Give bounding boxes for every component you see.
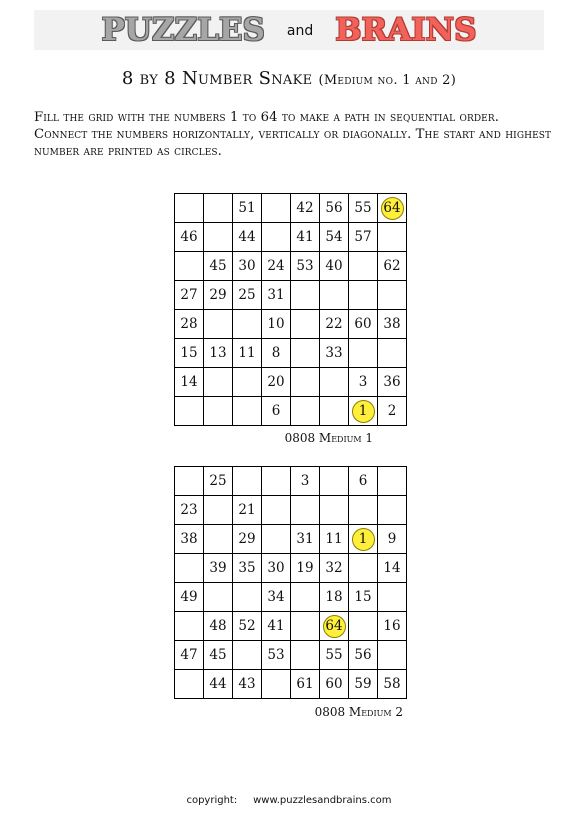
logo-brains-text: BRAINS: [335, 12, 477, 48]
grid-cell[interactable]: [175, 310, 204, 339]
cell-number: 32: [325, 560, 343, 576]
puzzle-grid-1: [174, 193, 407, 426]
cell-number: 14: [383, 560, 401, 576]
grid-cell[interactable]: [378, 496, 407, 525]
grid-cell[interactable]: [262, 281, 291, 310]
cell-number: 28: [180, 316, 198, 332]
grid-cell[interactable]: [320, 194, 349, 223]
grid-cell[interactable]: [291, 641, 320, 670]
grid-cell[interactable]: [291, 397, 320, 426]
grid-cell[interactable]: [320, 641, 349, 670]
cell-number: 15: [354, 589, 372, 605]
cell-number: 2: [387, 403, 397, 419]
grid-cell[interactable]: [378, 281, 407, 310]
cell-number: 16: [383, 618, 401, 634]
circled-number: 64: [323, 615, 346, 638]
grid-cell[interactable]: [291, 583, 320, 612]
grid-cell[interactable]: [175, 467, 204, 496]
grid-cell[interactable]: [320, 583, 349, 612]
grid-cell[interactable]: [204, 525, 233, 554]
grid-cell[interactable]: [349, 339, 378, 368]
grid-cell[interactable]: [349, 223, 378, 252]
cell-number: 52: [238, 618, 256, 634]
cell-number: 35: [238, 560, 256, 576]
cell-number: 44: [209, 676, 227, 692]
cell-number: 8: [271, 345, 281, 361]
grid-cell[interactable]: [204, 310, 233, 339]
cell-number: 55: [354, 200, 372, 216]
grid-cell[interactable]: [175, 194, 204, 223]
grid-cell[interactable]: [349, 310, 378, 339]
grid-cell[interactable]: [349, 194, 378, 223]
grid-cell[interactable]: [175, 397, 204, 426]
grid-cell[interactable]: [204, 368, 233, 397]
grid-cell[interactable]: [204, 467, 233, 496]
cell-number: 39: [209, 560, 227, 576]
grid-cell[interactable]: [320, 223, 349, 252]
grid-cell[interactable]: [233, 339, 262, 368]
grid-cell[interactable]: [291, 310, 320, 339]
cell-number: 31: [267, 287, 285, 303]
grid-cell[interactable]: [378, 368, 407, 397]
cell-number: 11: [325, 531, 343, 547]
cell-number: 55: [325, 647, 343, 663]
grid-cell[interactable]: [175, 525, 204, 554]
grid-cell[interactable]: [233, 310, 262, 339]
grid-cell[interactable]: [349, 397, 378, 426]
grid-cell[interactable]: [262, 368, 291, 397]
cell-number: 41: [296, 229, 314, 245]
grid-cell[interactable]: [175, 641, 204, 670]
grid-cell[interactable]: [320, 339, 349, 368]
logo-and-text: and: [286, 23, 314, 39]
grid-cell[interactable]: [378, 252, 407, 281]
grid-cell[interactable]: [378, 612, 407, 641]
grid-cell[interactable]: [204, 641, 233, 670]
cell-number: 40: [325, 258, 343, 274]
grid-cell[interactable]: [233, 281, 262, 310]
cell-number: 29: [209, 287, 227, 303]
grid-cell[interactable]: [262, 641, 291, 670]
grid-cell[interactable]: [233, 670, 262, 699]
cell-number: 46: [180, 229, 198, 245]
logo: [0, 12, 578, 52]
cell-number: 38: [383, 316, 401, 332]
cell-number: 53: [267, 647, 285, 663]
cell-number: 60: [325, 676, 343, 692]
cell-number: 62: [383, 258, 401, 274]
grid-cell[interactable]: [378, 310, 407, 339]
grid-cell[interactable]: [349, 525, 378, 554]
grid-cell[interactable]: [378, 583, 407, 612]
cell-number: 22: [325, 316, 343, 332]
grid-cell[interactable]: [233, 583, 262, 612]
cell-number: 41: [267, 618, 285, 634]
page-title: [0, 68, 578, 89]
cell-number: 42: [296, 200, 314, 216]
grid-cell[interactable]: [291, 252, 320, 281]
circled-number: 1: [352, 528, 375, 551]
grid-cell[interactable]: [175, 496, 204, 525]
cell-number: 61: [296, 676, 314, 692]
cell-number: 30: [238, 258, 256, 274]
grid-cell[interactable]: [233, 252, 262, 281]
cell-number: 10: [267, 316, 285, 332]
circled-number: 1: [352, 400, 375, 423]
grid-cell[interactable]: [320, 281, 349, 310]
cell-number: 45: [209, 647, 227, 663]
grid-cell[interactable]: [320, 310, 349, 339]
instructions: Fill the grid with the numbers 1 to 64 to make a path in sequential order. Connect the numbers horizontally, vertically or diagonally. The start and highest number are printed as circles.: [34, 110, 552, 159]
grid-cell[interactable]: [175, 670, 204, 699]
cell-number: 58: [383, 676, 401, 692]
cell-number: 54: [325, 229, 343, 245]
grid-cell[interactable]: [262, 583, 291, 612]
cell-number: 23: [180, 502, 198, 518]
cell-number: 13: [209, 345, 227, 361]
grid-cell[interactable]: [291, 368, 320, 397]
grid-cell[interactable]: [175, 583, 204, 612]
grid-cell[interactable]: [262, 310, 291, 339]
cell-number: 48: [209, 618, 227, 634]
cell-number: 11: [238, 345, 256, 361]
grid-cell[interactable]: [233, 223, 262, 252]
grid-cell[interactable]: [262, 612, 291, 641]
grid-cell[interactable]: [320, 670, 349, 699]
cell-number: 44: [238, 229, 256, 245]
cell-number: 6: [358, 473, 368, 489]
cell-number: 33: [325, 345, 343, 361]
grid-cell[interactable]: [204, 670, 233, 699]
grid-cell[interactable]: [291, 194, 320, 223]
cell-number: 34: [267, 589, 285, 605]
grid-cell[interactable]: [233, 641, 262, 670]
cell-number: 47: [180, 647, 198, 663]
grid-cell[interactable]: [175, 281, 204, 310]
grid-cell[interactable]: [320, 496, 349, 525]
grid-cell[interactable]: [262, 525, 291, 554]
grid-cell[interactable]: [262, 252, 291, 281]
grid-cell[interactable]: [349, 368, 378, 397]
grid-cell[interactable]: [175, 339, 204, 368]
grid-cell[interactable]: [204, 281, 233, 310]
grid-cell[interactable]: [378, 339, 407, 368]
grid-cell[interactable]: [262, 223, 291, 252]
grid-cell[interactable]: [262, 670, 291, 699]
grid-cell[interactable]: [204, 496, 233, 525]
copyright-label: copyright:: [186, 795, 238, 806]
cell-number: 18: [325, 589, 343, 605]
logo-puzzles-text: PUZZLES: [101, 12, 265, 48]
grid-cell[interactable]: [378, 525, 407, 554]
grid-cell[interactable]: [378, 223, 407, 252]
grid-cell[interactable]: [175, 252, 204, 281]
grid-cell[interactable]: [349, 583, 378, 612]
cell-number: 3: [358, 374, 368, 390]
grid-cell[interactable]: [233, 397, 262, 426]
cell-number: 20: [267, 374, 285, 390]
puzzle-caption-1: 0808 Medium 1: [284, 431, 373, 445]
cell-number: 15: [180, 345, 198, 361]
grid-cell[interactable]: [233, 612, 262, 641]
grid-cell[interactable]: [175, 554, 204, 583]
grid-cell[interactable]: [233, 368, 262, 397]
website-link[interactable]: www.puzzlesandbrains.com: [253, 795, 392, 806]
grid-cell[interactable]: [320, 467, 349, 496]
grid-cell[interactable]: [291, 670, 320, 699]
grid-cell[interactable]: [349, 496, 378, 525]
grid-cell[interactable]: [378, 554, 407, 583]
cell-number: 19: [296, 560, 314, 576]
cell-number: 57: [354, 229, 372, 245]
grid-cell[interactable]: [262, 339, 291, 368]
cell-number: 56: [325, 200, 343, 216]
grid-cell[interactable]: [320, 525, 349, 554]
cell-number: 36: [383, 374, 401, 390]
cell-number: 27: [180, 287, 198, 303]
grid-cell[interactable]: [233, 554, 262, 583]
grid-cell[interactable]: [349, 670, 378, 699]
grid-cell[interactable]: [320, 612, 349, 641]
cell-number: 24: [267, 258, 285, 274]
grid-cell[interactable]: [320, 397, 349, 426]
cell-number: 14: [180, 374, 198, 390]
grid-cell[interactable]: [349, 467, 378, 496]
cell-number: 43: [238, 676, 256, 692]
grid-cell[interactable]: [262, 467, 291, 496]
cell-number: 21: [238, 502, 256, 518]
cell-number: 25: [209, 473, 227, 489]
grid-cell[interactable]: [204, 397, 233, 426]
grid-cell[interactable]: [378, 397, 407, 426]
grid-cell[interactable]: [320, 368, 349, 397]
cell-number: 38: [180, 531, 198, 547]
cell-number: 45: [209, 258, 227, 274]
grid-cell[interactable]: [291, 525, 320, 554]
grid-cell[interactable]: [262, 397, 291, 426]
page-title-sub: (Medium no. 1 and 2): [318, 73, 457, 88]
cell-number: 3: [300, 473, 310, 489]
cell-number: 25: [238, 287, 256, 303]
page-title-main: 8 by 8 Number Snake: [121, 68, 313, 89]
cell-number: 49: [180, 589, 198, 605]
grid-cell[interactable]: [233, 496, 262, 525]
grid-cell[interactable]: [349, 252, 378, 281]
grid-cell[interactable]: [204, 583, 233, 612]
cell-number: 60: [354, 316, 372, 332]
puzzle-grid-2: [174, 466, 407, 699]
cell-number: 6: [271, 403, 281, 419]
grid-cell[interactable]: [204, 612, 233, 641]
grid-cell[interactable]: [291, 467, 320, 496]
grid-cell[interactable]: [262, 496, 291, 525]
grid-cell[interactable]: [320, 252, 349, 281]
grid-cell[interactable]: [349, 641, 378, 670]
grid-cell[interactable]: [233, 525, 262, 554]
grid-cell[interactable]: [378, 467, 407, 496]
circled-number: 64: [381, 197, 404, 220]
grid-cell[interactable]: [175, 368, 204, 397]
grid-cell[interactable]: [291, 496, 320, 525]
grid-cell[interactable]: [349, 612, 378, 641]
grid-cell[interactable]: [204, 252, 233, 281]
grid-cell[interactable]: [262, 194, 291, 223]
grid-cell[interactable]: [378, 670, 407, 699]
cell-number: 56: [354, 647, 372, 663]
cell-number: 29: [238, 531, 256, 547]
cell-number: 53: [296, 258, 314, 274]
grid-cell[interactable]: [204, 194, 233, 223]
grid-cell[interactable]: [204, 339, 233, 368]
grid-cell[interactable]: [320, 554, 349, 583]
grid-cell[interactable]: [291, 339, 320, 368]
grid-cell[interactable]: [378, 194, 407, 223]
puzzle-caption-2: 0808 Medium 2: [314, 705, 403, 719]
cell-number: 51: [238, 200, 256, 216]
grid-cell[interactable]: [291, 223, 320, 252]
cell-number: 30: [267, 560, 285, 576]
grid-cell[interactable]: [291, 612, 320, 641]
grid-cell[interactable]: [233, 467, 262, 496]
footer: [0, 795, 578, 806]
grid-cell[interactable]: [175, 612, 204, 641]
grid-cell[interactable]: [291, 554, 320, 583]
grid-cell[interactable]: [175, 223, 204, 252]
grid-cell[interactable]: [291, 281, 320, 310]
cell-number: 9: [387, 531, 397, 547]
grid-cell[interactable]: [349, 281, 378, 310]
grid-cell[interactable]: [233, 194, 262, 223]
grid-cell[interactable]: [204, 554, 233, 583]
grid-cell[interactable]: [349, 554, 378, 583]
cell-number: 59: [354, 676, 372, 692]
cell-number: 31: [296, 531, 314, 547]
grid-cell[interactable]: [378, 641, 407, 670]
grid-cell[interactable]: [262, 554, 291, 583]
grid-cell[interactable]: [204, 223, 233, 252]
